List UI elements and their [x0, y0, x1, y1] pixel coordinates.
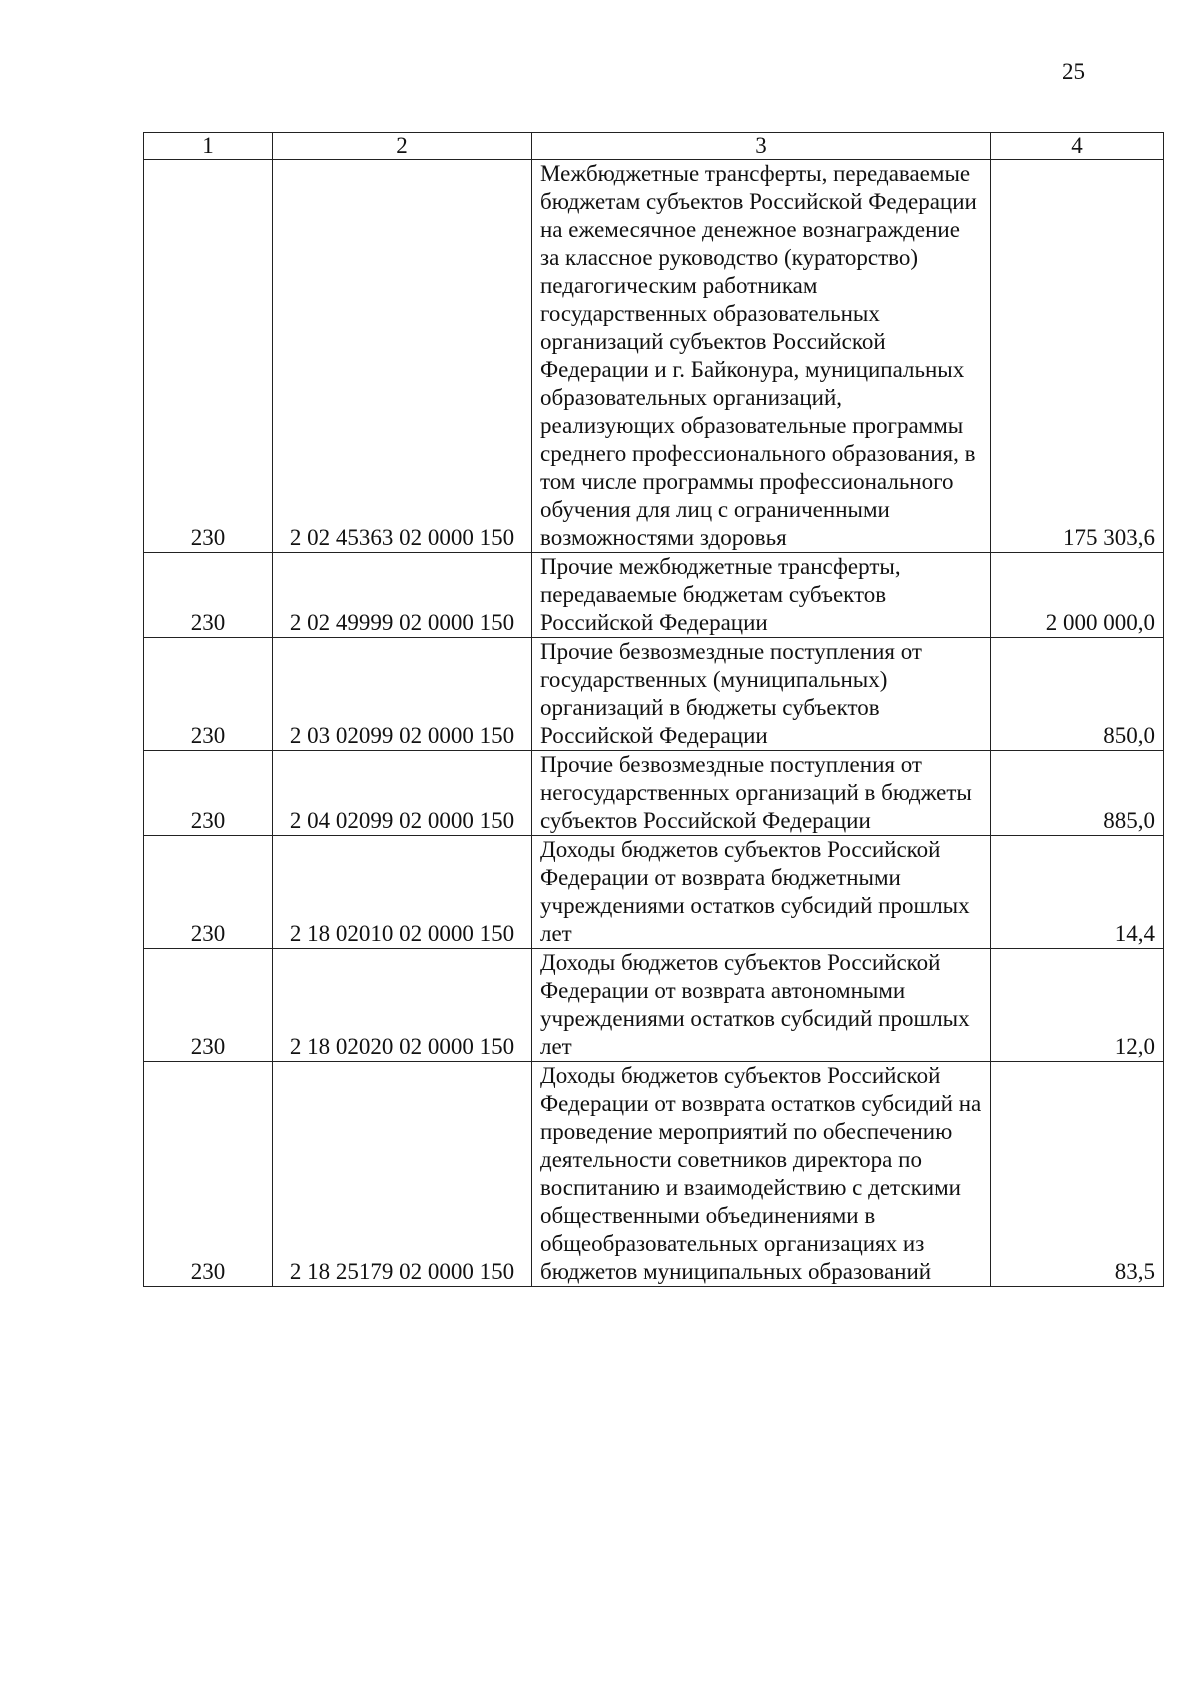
amount-cell: 12,0: [991, 949, 1164, 1062]
revenue-code-cell: 2 02 49999 02 0000 150: [273, 553, 532, 638]
column-number-header-row: [144, 133, 1164, 160]
table-row: [144, 836, 1164, 949]
table-row: [144, 553, 1164, 638]
admin-code-cell: 230: [144, 553, 273, 638]
description-cell: Доходы бюджетов субъектов Российской Федерации от возврата бюджетными учреждениями остатков субсидий прошлых лет: [532, 836, 991, 949]
table-row: [144, 160, 1164, 553]
admin-code-cell: 230: [144, 160, 273, 553]
revenue-code-cell: 2 04 02099 02 0000 150: [273, 751, 532, 836]
revenue-code-cell: 2 02 45363 02 0000 150: [273, 160, 532, 553]
amount-cell: 175 303,6: [991, 160, 1164, 553]
description-cell: Прочие безвозмездные поступления от государственных (муниципальных) организаций в бюджеты субъектов Российской Федерации: [532, 638, 991, 751]
description-cell: Прочие безвозмездные поступления от негосударственных организаций в бюджеты субъектов Российской Федерации: [532, 751, 991, 836]
revenue-code-cell: 2 18 02010 02 0000 150: [273, 836, 532, 949]
admin-code-cell: 230: [144, 836, 273, 949]
table-row: [144, 751, 1164, 836]
table-row: [144, 638, 1164, 751]
admin-code-cell: 230: [144, 638, 273, 751]
amount-cell: 885,0: [991, 751, 1164, 836]
description-cell: Доходы бюджетов субъектов Российской Федерации от возврата автономными учреждениями остатков субсидий прошлых лет: [532, 949, 991, 1062]
column-header-4: 4: [991, 133, 1164, 160]
revenue-code-cell: 2 18 25179 02 0000 150: [273, 1062, 532, 1287]
description-cell: Межбюджетные трансферты, передаваемые бюджетам субъектов Российской Федерации на ежемесячное денежное вознаграждение за классное руководство (кураторство) педагогическим работникам государственных образовательных организаций субъектов Российской Федерации и г. Байконура, муниципальных образовательных организаций, реализующих образовательные программы среднего профессионального образования, в том числе программы профессионального обучения для лиц с ограниченными возможностями здоровья: [532, 160, 991, 553]
table-row: [144, 1062, 1164, 1287]
column-header-1: 1: [144, 133, 273, 160]
budget-revenue-table: [143, 132, 1164, 1287]
column-header-2: 2: [273, 133, 532, 160]
admin-code-cell: 230: [144, 1062, 273, 1287]
admin-code-cell: 230: [144, 751, 273, 836]
admin-code-cell: 230: [144, 949, 273, 1062]
description-cell: Доходы бюджетов субъектов Российской Федерации от возврата остатков субсидий на проведение мероприятий по обеспечению деятельности советников директора по воспитанию и взаимодействию с детскими общественными объединениями в общеобразовательных организациях из бюджетов муниципальных образований: [532, 1062, 991, 1287]
amount-cell: 2 000 000,0: [991, 553, 1164, 638]
table-row: [144, 949, 1164, 1062]
amount-cell: 83,5: [991, 1062, 1164, 1287]
revenue-code-cell: 2 18 02020 02 0000 150: [273, 949, 532, 1062]
amount-cell: 850,0: [991, 638, 1164, 751]
amount-cell: 14,4: [991, 836, 1164, 949]
page-number: 25: [1062, 59, 1085, 84]
description-cell: Прочие межбюджетные трансферты, передаваемые бюджетам субъектов Российской Федерации: [532, 553, 991, 638]
revenue-code-cell: 2 03 02099 02 0000 150: [273, 638, 532, 751]
column-header-3: 3: [532, 133, 991, 160]
